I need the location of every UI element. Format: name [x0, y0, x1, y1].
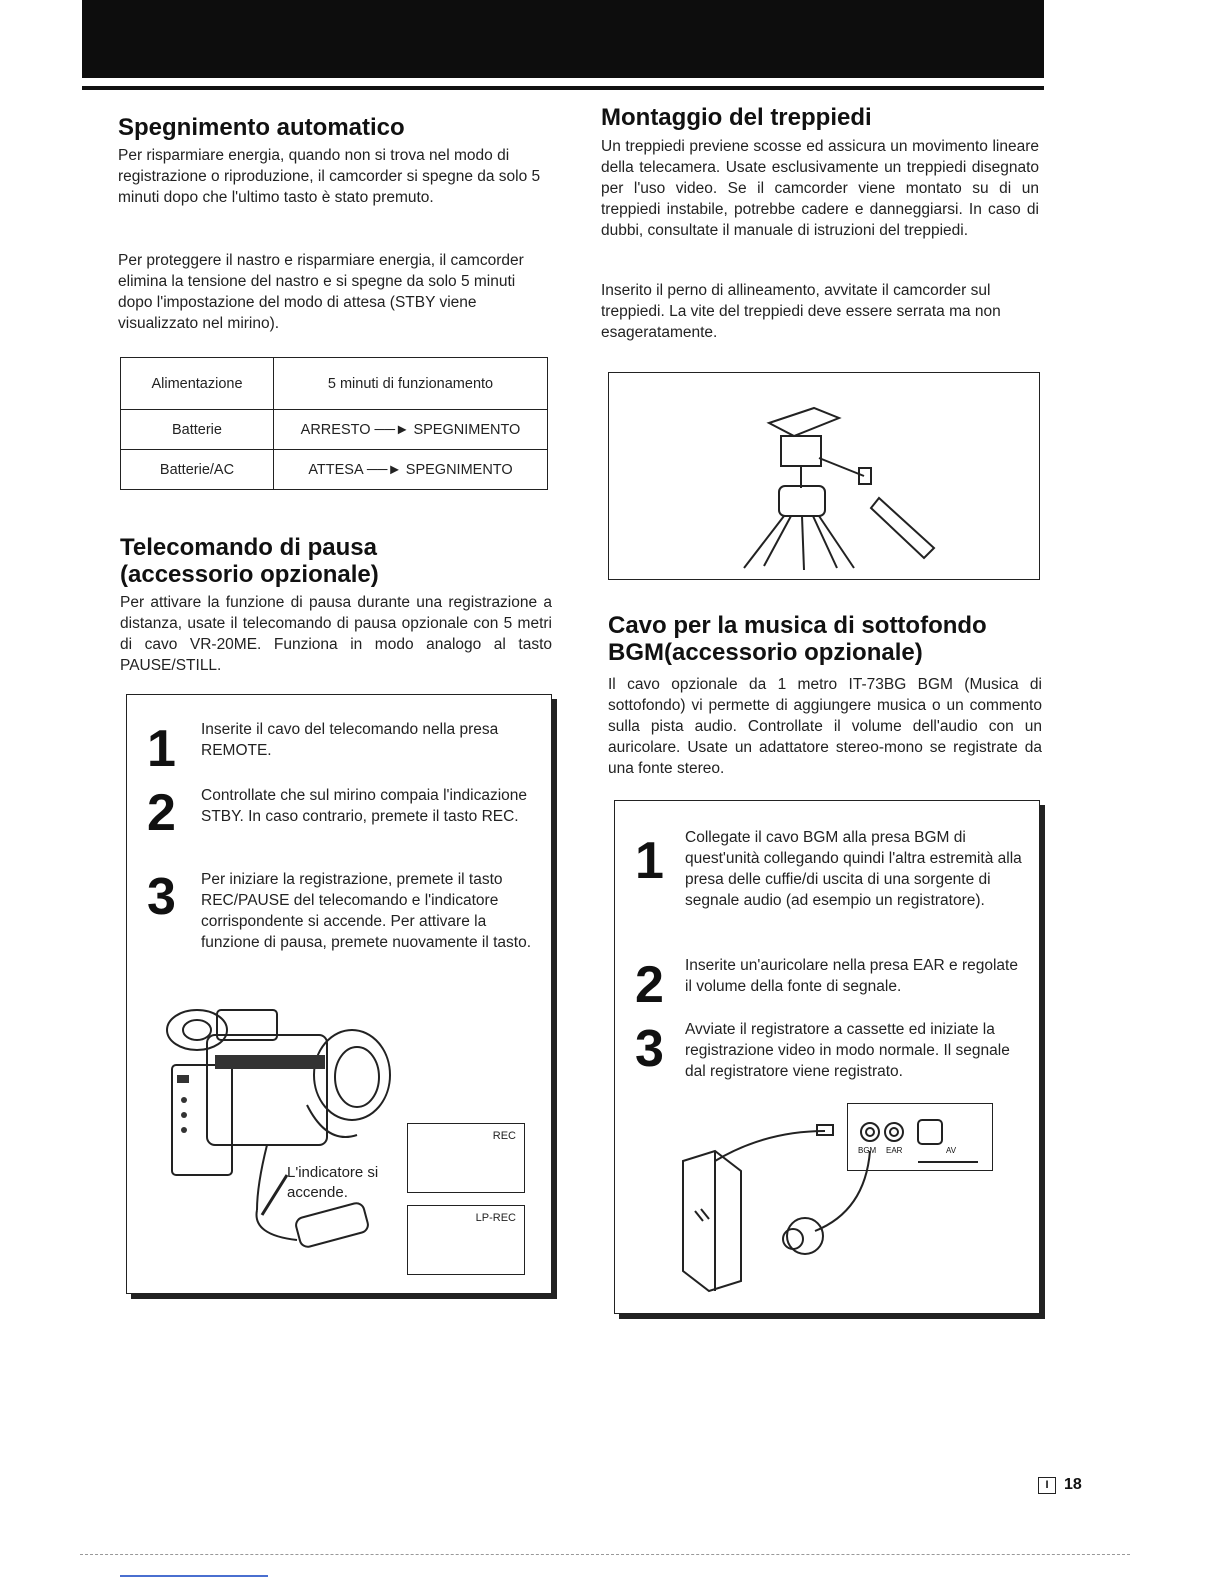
tripod-illustration	[729, 398, 949, 578]
pause-remote-intro: Per attivare la funzione di pausa durante una registrazione a distanza, usate il telecomando di pausa opzionale con 5 metri di cavo VR-20ME. Funziona in modo analogo al tasto PAUSE/STILL.	[120, 594, 552, 674]
page-footer	[1038, 1476, 1082, 1494]
table-cell-action: ARRESTO ──► SPEGNIMENTO	[274, 410, 548, 450]
step-number: 1	[635, 832, 664, 890]
viewfinder-rec	[407, 1123, 525, 1193]
pause-remote-steps-box	[126, 694, 552, 1294]
section-title-pause-remote	[120, 534, 379, 588]
table-header-source: Alimentazione	[121, 358, 274, 410]
table-cell-source: Batterie/AC	[121, 450, 274, 490]
step-text: Controllate che sul mirino compaia l'indicazione STBY. In caso contrario, premete il tasto REC.	[201, 787, 528, 825]
section-title-tripod: Montaggio del treppiedi	[601, 104, 872, 131]
step-text: Avviate il registratore a cassette ed iniziate la registrazione video in modo normale. Il segnale dal registratore viene registrato.	[685, 1021, 1010, 1080]
section-title-bgm	[608, 612, 987, 666]
step-number: 1	[147, 720, 176, 778]
step-text: Collegate il cavo BGM alla presa BGM di quest'unità collegando quindi l'altra estremità alla presa delle cuffie/di uscita di una sorgente di segnale audio (ad esempio un registratore).	[685, 829, 1022, 909]
camcorder-remote-illustration	[157, 995, 417, 1275]
step-text: Per iniziare la registrazione, premete il tasto REC/PAUSE del telecomando e l'indicatore corrispondente si accende. Per attivare la funzione di pausa, premete nuovamente il tasto.	[201, 871, 532, 951]
language-badge: I	[1038, 1477, 1056, 1494]
viewfinder-lprec-label: LP-REC	[475, 1212, 516, 1224]
indicator-caption: L'indicatore si accende.	[287, 1164, 379, 1201]
jack-label-bgm: BGM	[858, 1146, 877, 1155]
step-number: 3	[147, 868, 176, 926]
step-text: Inserite il cavo del telecomando nella presa REMOTE.	[201, 721, 499, 759]
tripod-illustration-box	[608, 372, 1040, 580]
bgm-title-line2: BGM(accessorio opzionale)	[608, 639, 923, 666]
section-title-auto-off: Spegnimento automatico	[118, 114, 405, 141]
pause-remote-title-line2: (accessorio opzionale)	[120, 561, 379, 588]
tripod-paragraph-1: Un treppiedi previene scosse ed assicura un movimento lineare della telecamera. Usate esclusivamente un treppiedi disegnato per l'uso video. Se il camcorder viene montato su di un treppiedi instabile, potrebbe cadere e danneggiarsi. In caso di dubbi, consultate il manuale di istruzioni del treppiedi.	[601, 138, 1039, 239]
footer-accent-line	[120, 1575, 268, 1577]
footer-rule	[80, 1554, 1130, 1555]
header-band	[82, 0, 1044, 78]
jack-label-ear: EAR	[886, 1146, 903, 1155]
bgm-title-line1: Cavo per la musica di sottofondo	[608, 612, 987, 639]
bgm-intro: Il cavo opzionale da 1 metro IT-73BG BGM (Musica di sottofondo) vi permette di aggiungere musica o un commento sulla pista audio. Controllate il volume dell'audio con un auricolare. Usate un adattatore stereo-mono se registrate da una fonte stereo.	[608, 676, 1042, 777]
page-number: 18	[1064, 1476, 1082, 1493]
viewfinder-lprec	[407, 1205, 525, 1275]
step-number: 3	[635, 1020, 664, 1078]
step-text: Inserite un'auricolare nella presa EAR e regolate il volume della fonte di segnale.	[685, 957, 1018, 995]
auto-off-paragraph-1: Per risparmiare energia, quando non si trova nel modo di registrazione o riproduzione, il camcorder si spegne da solo 5 minuti dopo che l'ultimo tasto è stato premuto.	[118, 147, 541, 206]
step-number: 2	[147, 784, 176, 842]
table-header-duration: 5 minuti di funzionamento	[274, 358, 548, 410]
auto-off-paragraph-2: Per proteggere il nastro e risparmiare energia, il camcorder elimina la tensione del nastro e si spegne da solo 5 minuti dopo l'impostazione del modo di attesa (STBY viene visualizzato nel mirino).	[118, 252, 524, 332]
viewfinder-rec-label: REC	[492, 1130, 516, 1142]
bgm-steps-box	[614, 800, 1040, 1314]
pause-remote-title-line1: Telecomando di pausa	[120, 534, 377, 561]
tripod-paragraph-2: Inserito il perno di allineamento, avvitate il camcorder sul treppiedi. La vite del treppiedi deve essere serrata ma non esageratamente.	[601, 282, 1001, 341]
power-off-table	[120, 357, 548, 490]
jack-label-av: AV	[946, 1146, 957, 1155]
table-cell-action: ATTESA ──► SPEGNIMENTO	[274, 450, 548, 490]
table-cell-source: Batterie	[121, 410, 274, 450]
step-number: 2	[635, 956, 664, 1014]
bgm-cable-illustration	[675, 1121, 875, 1301]
header-rule	[82, 86, 1044, 90]
